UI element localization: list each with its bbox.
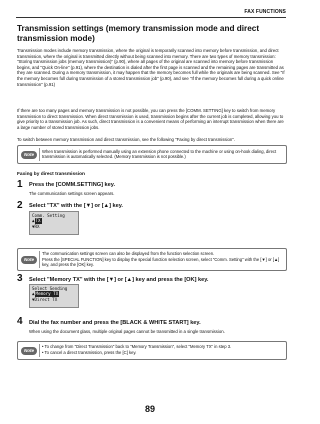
note-icon: Note — [21, 256, 37, 264]
note-text-line-1: The communication settings screen can also be displayed from the function selection screen. — [42, 251, 215, 256]
lcd-line-option — [32, 297, 76, 302]
intro-paragraph-2: If there are too many pages and memory transmission is not possible, you can press the [COMM. SETTING] key to switch from memory transmission to direct transmission. When direct transmission is used, transmission begins after the current job is completed, allowing you to give priority to a transmission job. As such, direct transmission is a convenient means of performing an interrupt transmission when there are a large number of stored transmission jobs. — [17, 108, 284, 130]
note-box-1 — [17, 145, 287, 164]
note-text-line-2: Press the [SPECIAL FUNCTION] key to display the special function selection screen, select "Comm. Setting" with the [▼] or [▲] key, and press the [OK] key. — [42, 256, 280, 267]
step-3-title: Select "Memory TX" with the [▼] or [▲] key and press the [OK] key. — [29, 277, 209, 283]
arrow-up-down-icon: ▲ — [32, 291, 35, 297]
step-1-number: 1 — [17, 179, 23, 190]
step-3-number: 3 — [17, 273, 23, 284]
section-title: Transmission settings (memory transmission mode and direct transmission mode) — [17, 24, 260, 43]
subheading-direct-transmission: Faxing by direct transmission — [17, 172, 85, 177]
step-4-title: Dial the fax number and press the [BLACK & WHITE START] key. — [29, 320, 201, 326]
lcd-line-title: Comm. Setting — [32, 213, 65, 218]
lcd-line-option — [32, 224, 76, 229]
lcd-comm-setting — [29, 211, 79, 235]
step-2-number: 2 — [17, 200, 23, 211]
step-4-number: 4 — [17, 316, 23, 327]
note-divider — [39, 251, 40, 268]
lcd-option-item: RX — [34, 223, 40, 229]
step-1-description: The communication settings screen appears. — [29, 191, 115, 196]
note-icon: Note — [21, 347, 37, 355]
note-divider — [39, 148, 40, 161]
note-bullet-1: • To change from "Direct Transmission" back to "Memory Transmission", select "Memory TX" in step 3. — [42, 344, 232, 349]
page-header: FAX FUNCTIONS — [244, 9, 286, 15]
lcd-select-sending — [29, 284, 79, 308]
step-1-title: Press the [COMM.SETTING] key. — [29, 182, 115, 188]
header-rule — [16, 17, 286, 18]
lcd-selected-item: TX — [35, 218, 41, 224]
lcd-selected-item: Memory TX — [35, 291, 59, 297]
arrow-up-down-icon: ▲ — [32, 218, 35, 224]
lcd-line-title: Select Sending — [32, 286, 68, 291]
step-2-title: Select "TX" with the [▼] or [▲] key. — [29, 203, 123, 209]
note-box-3 — [17, 341, 287, 360]
note-bullet-2: • To cancel a direct transmission, press the [C] key. — [42, 350, 137, 355]
intro-paragraph-3: To switch between memory transmission and direct transmission, see the following "Faxing by direct transmission". — [17, 137, 235, 142]
note-icon: Note — [21, 151, 37, 159]
note-divider — [39, 344, 40, 357]
arrow-down-icon: ▼ — [32, 223, 35, 229]
lcd-option-item: Direct TX — [34, 296, 58, 302]
note-box-2 — [17, 248, 287, 271]
note-text: When transmission is performed manually using an extension phone connected to the machine or using on-hook dialing, direct transmission is automatically selected. (Memory transmission is not possible.) — [42, 149, 277, 160]
intro-paragraph-1: Transmission modes include memory transmission, where the original is temporarily scanned into memory before transmission, and direct transmission, where the original is transmitted directly without being scanned into memory. There are two types of memory transmission: "Storing transmission jobs (memory transmission)" (p.90), where all pages of the original are scanned into memory before transmission begins, and "Quick On-line" (p.91), where the destination is dialed after the first page is scanned and the remaining pages are transmitted as they are scanned. During a memory transmission, it may happen that the memory becomes full while the originals are being scanned. See "If the memory becomes full during transmission of a stored transmission job" (p.90), and see "If the memory becomes full during a quick online transmission" (p.91) — [17, 48, 285, 87]
step-4-description: When using the document glass, multiple original pages cannot be transmitted in a single transmission. — [29, 329, 225, 334]
page-number: 89 — [144, 404, 155, 414]
arrow-down-icon: ▼ — [32, 296, 35, 302]
